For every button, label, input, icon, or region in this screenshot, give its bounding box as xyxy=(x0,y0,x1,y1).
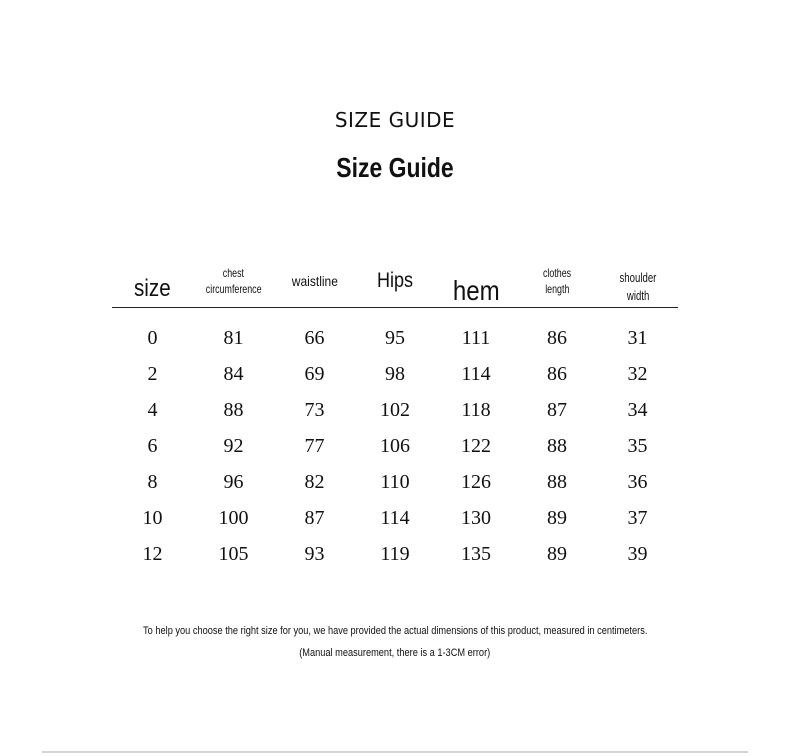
table-row xyxy=(112,536,678,572)
table-cell: 6 xyxy=(147,435,158,457)
header-chest-line1: chest xyxy=(222,265,245,280)
table-row xyxy=(112,428,678,464)
header-size-label: size xyxy=(134,274,171,302)
table-cell: 98 xyxy=(385,363,405,385)
table-cell: 106 xyxy=(380,435,410,457)
header-size xyxy=(112,255,193,315)
table-cell: 82 xyxy=(304,471,325,493)
table-cell: 35 xyxy=(627,435,648,457)
table-cell: 73 xyxy=(304,399,325,421)
table-cell: 10 xyxy=(142,507,163,529)
table-cell: 114 xyxy=(380,507,410,529)
table-cell: 100 xyxy=(218,507,249,529)
table-cell: 69 xyxy=(304,363,325,385)
table-row xyxy=(112,500,678,536)
header-clothes-line1: clothes xyxy=(542,265,572,280)
header-hem-label: hem xyxy=(452,275,500,307)
table-row xyxy=(112,392,678,428)
table-cell: 126 xyxy=(461,471,491,493)
table-cell: 122 xyxy=(461,435,491,457)
table-cell: 39 xyxy=(627,543,648,565)
header-hips-label: Hips xyxy=(376,268,414,292)
measurement-note xyxy=(0,625,790,637)
table-cell: 88 xyxy=(547,435,567,457)
table-cell: 12 xyxy=(142,543,163,565)
header-clothes-length xyxy=(517,255,597,307)
table-cell: 102 xyxy=(380,399,410,421)
table-cell: 89 xyxy=(547,543,567,565)
table-cell: 36 xyxy=(627,471,648,493)
size-guide-title: Size Guide xyxy=(336,152,454,183)
table-cell: 89 xyxy=(547,507,567,529)
table-cell: 31 xyxy=(627,327,648,349)
header-chest-label xyxy=(201,265,266,297)
table-cell: 118 xyxy=(461,399,491,421)
header-chest-line2: circumference xyxy=(205,282,262,296)
measurement-note-text: To help you choose the right size for you, we have provided the actual dimensions of this product, measured in centimeters. xyxy=(142,625,648,637)
size-table-body xyxy=(112,320,678,572)
table-cell: 84 xyxy=(223,363,244,385)
table-cell: 2 xyxy=(147,363,158,385)
header-clothes-line2: length xyxy=(544,282,570,296)
header-chest-circumference xyxy=(193,255,274,307)
size-guide-caps-title: SIZE GUIDE xyxy=(334,108,456,132)
table-cell: 87 xyxy=(304,507,325,529)
table-row xyxy=(112,356,678,392)
size-table-header xyxy=(112,255,678,308)
table-cell: 86 xyxy=(547,363,567,385)
table-cell: 88 xyxy=(223,399,244,421)
table-cell: 32 xyxy=(627,363,648,385)
table-cell: 130 xyxy=(461,507,491,529)
table-cell: 77 xyxy=(304,435,325,457)
header-hem xyxy=(435,255,517,317)
table-cell: 93 xyxy=(304,543,325,565)
table-cell: 105 xyxy=(218,543,249,565)
table-cell: 87 xyxy=(547,399,567,421)
table-cell: 95 xyxy=(385,327,405,349)
table-cell: 110 xyxy=(380,471,410,493)
error-note-text: (Manual measurement, there is a 1-3CM error) xyxy=(299,647,491,659)
table-cell: 135 xyxy=(461,543,491,565)
table-row xyxy=(112,320,678,356)
table-row xyxy=(112,464,678,500)
table-cell: 92 xyxy=(223,435,244,457)
header-shoulder-line1: shoulder xyxy=(619,270,656,286)
table-cell: 88 xyxy=(547,471,567,493)
table-cell: 81 xyxy=(223,327,244,349)
table-cell: 111 xyxy=(461,327,491,349)
table-cell: 119 xyxy=(380,543,410,565)
header-waistline xyxy=(274,255,355,307)
table-cell: 0 xyxy=(147,327,158,349)
table-cell: 114 xyxy=(461,363,491,385)
table-cell: 66 xyxy=(304,327,325,349)
header-hips xyxy=(355,255,435,307)
table-cell: 4 xyxy=(147,399,158,421)
table-cell: 86 xyxy=(547,327,567,349)
bottom-divider xyxy=(42,751,748,753)
error-note xyxy=(0,647,790,659)
table-cell: 96 xyxy=(223,471,244,493)
header-shoulder-line2: width xyxy=(626,288,649,303)
header-clothes-label xyxy=(541,265,574,297)
table-cell: 34 xyxy=(627,399,648,421)
header-shoulder-label xyxy=(616,269,659,304)
table-cell: 8 xyxy=(147,471,158,493)
size-table xyxy=(112,255,678,572)
header-shoulder-width xyxy=(597,255,678,313)
table-cell: 37 xyxy=(627,507,648,529)
header-waistline-label: waistline xyxy=(291,272,338,289)
